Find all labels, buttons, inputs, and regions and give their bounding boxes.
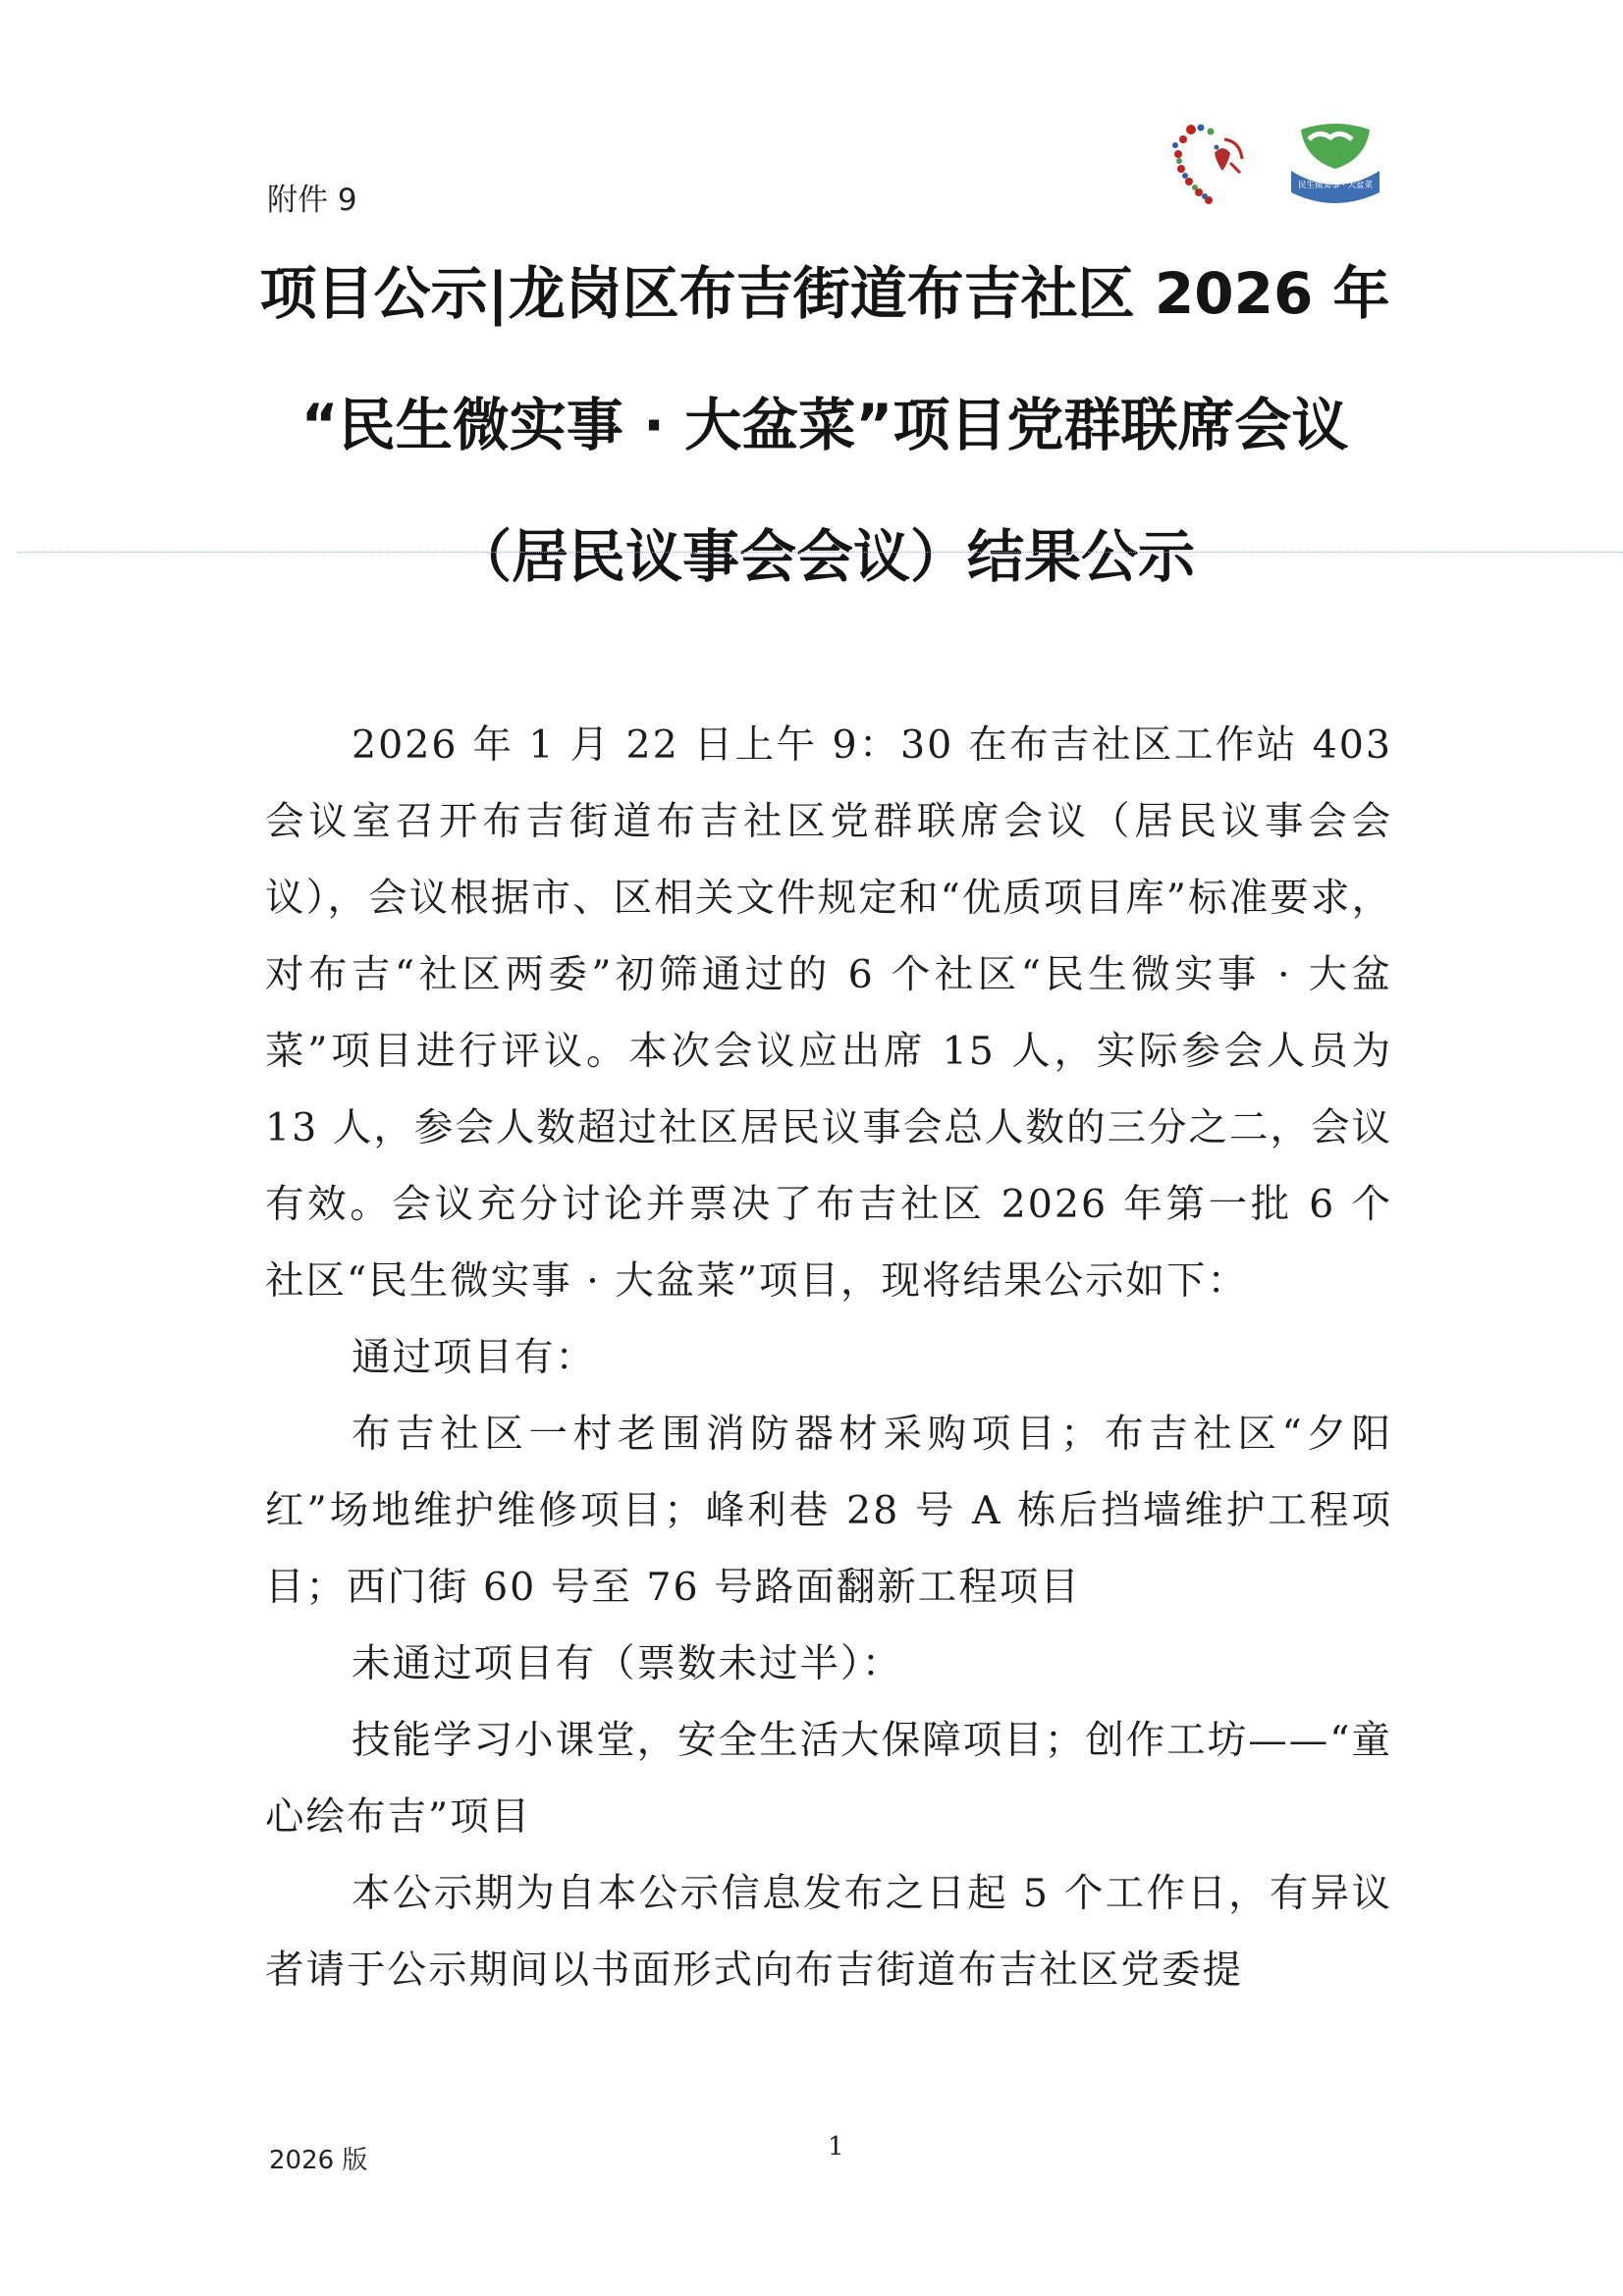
notice-paragraph: 本公示期为自本公示信息发布之日起 5 个工作日，有异议者请于公示期间以书面形式向布吉街道布吉社区党委提 [265,1871,1392,1993]
document-body [265,707,1392,2008]
failed-list: 技能学习小课堂，安全生活大保障项目；创作工坊——“童心绘布吉”项目 [265,1718,1392,1840]
passed-list: 布吉社区一村老围消防器材采购项目；布吉社区“夕阳红”场地维护维修项目；峰利巷 28 号 A 栋后挡墙维护工程项目；西门街 60 号至 76 号路面翻新工程项目 [265,1412,1392,1610]
title-line-3: （居民议事会会议）结果公示 [454,523,1195,590]
scan-guide-line [18,552,1623,553]
document-title [245,228,1404,622]
intro-paragraph: 2026 年 1 月 22 日上午 9：30 在布吉社区工作站 403 会议室召开布吉街道布吉社区党群联席会议（居民议事会会议），会议根据市、区相关文件规定和“优质项目库”标准要求，对布吉“社区两委”初筛通过的 6 个社区“民生微实事 · 大盆菜”项目进行评议。本次会议应出席 15 人，实际参会人员为 13 人，参会人数超过社区居民议事会总人数的三分之二，会议有效。会议充分讨论并票决了布吉社区 2026 年第一批 6 个社区“民生微实事 · 大盆菜”项目，现将结果公示如下： [265,722,1392,1304]
party-heart-logo-icon [1172,125,1242,205]
version-label: 2026 版 [269,2146,368,2175]
failed-heading: 未通过项目有（票数未过半）： [352,1641,903,1686]
attachment-label: 附件 9 [267,183,357,218]
minsheng-hands-logo-icon [1291,124,1380,203]
title-line-1: 项目公示|龙岗区布吉街道布吉社区 2026 年 [259,260,1390,327]
right-logo-text: 民生微实事 · 大盆菜 [1297,181,1374,190]
passed-heading: 通过项目有： [352,1335,596,1380]
title-line-2: “民生微实事 · 大盆菜”项目党群联席会议 [300,392,1349,458]
page-number: 1 [828,2132,844,2162]
logo-group [1154,110,1389,218]
logos [1154,110,1389,218]
